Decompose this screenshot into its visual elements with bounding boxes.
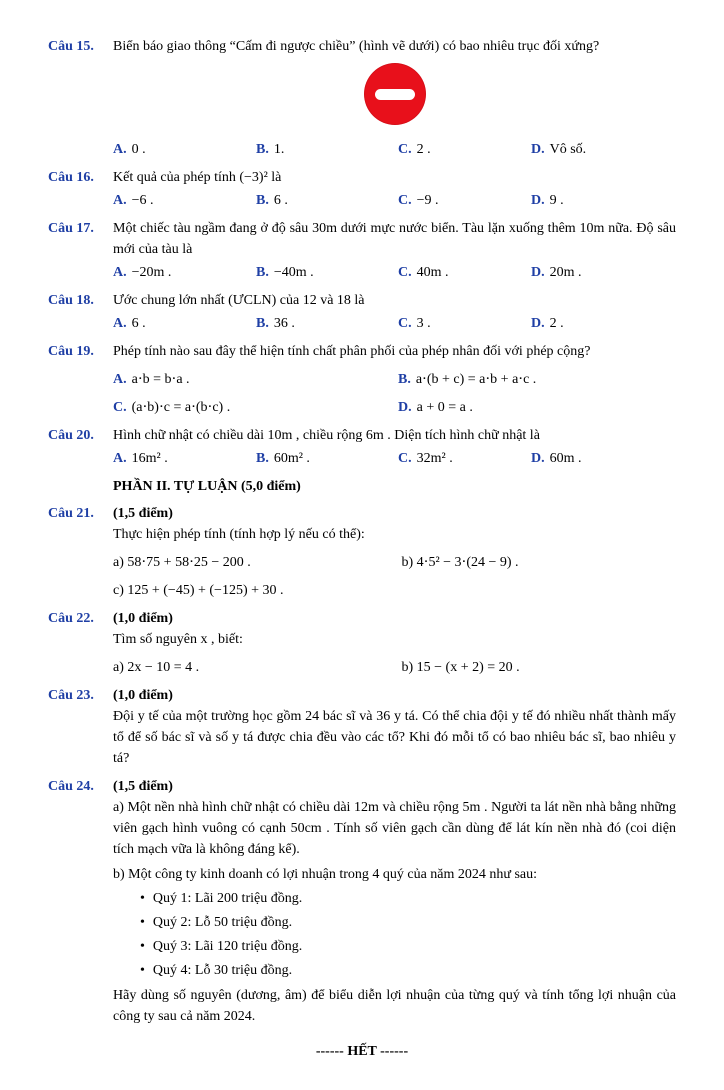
option-c-text: (a⋅b)⋅c = a⋅(b⋅c) . (131, 400, 231, 415)
option-b (256, 313, 398, 334)
question-20 (48, 425, 676, 469)
option-b (256, 190, 398, 211)
option-a (113, 139, 256, 160)
option-a (113, 369, 398, 390)
option-d-letter: D. (531, 142, 545, 157)
question-19-options-row-1 (113, 369, 676, 390)
question-22-heading-row (48, 608, 676, 629)
question-23 (48, 685, 676, 769)
question-16-label: Câu 16. (48, 170, 94, 185)
question-17-text: Một chiếc tàu ngầm đang ở độ sâu 30m dưới mực nước biển. Tàu lặn xuống thêm 10m nữa. Độ sâu mới của tàu là (113, 221, 676, 257)
bullet-icon: • (140, 891, 145, 906)
question-22-label: Câu 22. (48, 611, 94, 626)
option-d-text: 2 . (549, 316, 564, 331)
option-b-text: 6 . (273, 193, 288, 208)
option-a (113, 448, 256, 469)
question-20-text: Hình chữ nhật có chiều dài 10m , chiều rộng 6m . Diện tích hình chữ nhật là (113, 428, 540, 443)
question-15-options (113, 139, 676, 160)
no-entry-bar (375, 89, 415, 100)
question-23-points: (1,0 điểm) (113, 688, 173, 703)
question-21-label: Câu 21. (48, 506, 94, 521)
question-19 (48, 341, 676, 418)
option-b-text: 36 . (273, 316, 295, 331)
question-20-heading-row (48, 425, 676, 446)
option-b-letter: B. (398, 372, 411, 387)
question-15-label: Câu 15. (48, 39, 94, 54)
option-b-letter: B. (256, 142, 269, 157)
option-d-text: Vô số. (549, 142, 587, 157)
question-22-part-a: a) 2x − 10 = 4 . (113, 660, 200, 675)
option-b-letter: B. (256, 316, 269, 331)
option-a-letter: A. (113, 265, 127, 280)
option-b (256, 262, 398, 283)
question-17-options (113, 262, 676, 283)
option-c-text: 3 . (416, 316, 431, 331)
question-22-parts-ab (113, 657, 676, 678)
option-b-text: 1. (273, 142, 285, 157)
question-21-parts-ab (113, 552, 676, 573)
question-18-heading-row (48, 290, 676, 311)
option-b (256, 448, 398, 469)
question-24-label: Câu 24. (48, 779, 94, 794)
option-c (398, 262, 531, 283)
option-a (113, 190, 256, 211)
question-18-options (113, 313, 676, 334)
option-d (531, 139, 676, 160)
question-18-text: Ước chung lớn nhất (ƯCLN) của 12 và 18 là (113, 293, 365, 308)
option-c (398, 448, 531, 469)
option-d-letter: D. (531, 193, 545, 208)
option-b-letter: B. (256, 451, 269, 466)
option-b (398, 369, 676, 390)
option-d (531, 190, 676, 211)
part2-heading: PHẦN II. TỰ LUẬN (5,0 điểm) (113, 479, 301, 494)
option-c-letter: C. (113, 400, 127, 415)
question-21-part-a: a) 58⋅75 + 58⋅25 − 200 . (113, 555, 251, 570)
option-a (113, 313, 256, 334)
question-17-heading-row (48, 218, 676, 260)
question-21-part-c: c) 125 + (−45) + (−125) + 30 . (113, 583, 284, 598)
option-d-letter: D. (531, 316, 545, 331)
bullet-icon: • (140, 915, 145, 930)
option-a-text: a⋅b = b⋅a . (131, 372, 190, 387)
option-d-text: 20m . (549, 265, 582, 280)
question-19-options-row-2 (113, 397, 676, 418)
question-15-text: Biển báo giao thông “Cấm đi ngược chiều” (hình vẽ dưới) có bao nhiêu trục đối xứng? (113, 39, 600, 54)
question-15-heading-row (48, 36, 676, 57)
question-23-label: Câu 23. (48, 688, 94, 703)
option-a-text: 6 . (131, 316, 146, 331)
option-d (531, 448, 676, 469)
option-c-text: 2 . (416, 142, 431, 157)
option-b-letter: B. (256, 265, 269, 280)
list-item (140, 960, 676, 981)
option-d (531, 262, 676, 283)
question-22-part-b: b) 15 − (x + 2) = 20 . (401, 660, 520, 675)
option-d (531, 313, 676, 334)
option-d-text: 9 . (549, 193, 564, 208)
option-c-letter: C. (398, 316, 412, 331)
question-18-label: Câu 18. (48, 293, 94, 308)
bullet-text: Quý 3: Lãi 120 triệu đồng. (152, 939, 303, 954)
option-c-letter: C. (398, 451, 412, 466)
question-18 (48, 290, 676, 334)
bullet-text: Quý 1: Lãi 200 triệu đồng. (152, 891, 303, 906)
list-item (140, 912, 676, 933)
question-19-label: Câu 19. (48, 344, 94, 359)
question-24-part-b-outro: Hãy dùng số nguyên (dương, âm) để biểu diễn lợi nhuận của từng quý và tính tổng lợi nhuận của công ty sau cả năm 2024. (113, 988, 676, 1024)
bullet-text: Quý 4: Lỗ 30 triệu đồng. (152, 963, 293, 978)
bullet-icon: • (140, 963, 145, 978)
question-15 (48, 36, 676, 160)
option-d-text: 60m . (549, 451, 582, 466)
question-17-label: Câu 17. (48, 221, 94, 236)
question-20-label: Câu 20. (48, 428, 94, 443)
option-d-letter: D. (398, 400, 412, 415)
question-19-heading-row (48, 341, 676, 362)
question-21-intro: Thực hiện phép tính (tính hợp lý nếu có thể): (113, 527, 365, 542)
question-22-intro: Tìm số nguyên x , biết: (113, 632, 243, 647)
option-a-letter: A. (113, 193, 127, 208)
option-d (398, 397, 676, 418)
option-b-letter: B. (256, 193, 269, 208)
list-item (140, 936, 676, 957)
option-c-letter: C. (398, 193, 412, 208)
question-22-points: (1,0 điểm) (113, 611, 173, 626)
option-c-text: 40m . (416, 265, 449, 280)
option-a-letter: A. (113, 142, 127, 157)
option-a-letter: A. (113, 372, 127, 387)
option-c (398, 139, 531, 160)
option-d-letter: D. (531, 451, 545, 466)
option-b-text: −40m . (273, 265, 314, 280)
question-23-text: Đội y tế của một trường học gồm 24 bác sĩ và 36 y tá. Có thể chia đội y tế đó nhiều nhất thành mấy tổ để số bác sĩ và số y tá được chia đều vào các tổ? Khi đó mỗi tổ có bao nhiêu bác sĩ, bao nhiêu y tá? (113, 709, 676, 766)
option-a-letter: A. (113, 451, 127, 466)
option-a-text: 0 . (131, 142, 146, 157)
option-c (398, 313, 531, 334)
option-a-text: −6 . (131, 193, 154, 208)
sign-image-wrap (113, 63, 676, 125)
question-21 (48, 503, 676, 601)
question-21-points: (1,5 điểm) (113, 506, 173, 521)
question-16-text: Kết quả của phép tính (−3)² là (113, 170, 282, 185)
option-a-letter: A. (113, 316, 127, 331)
bullet-text: Quý 2: Lỗ 50 triệu đồng. (152, 915, 293, 930)
question-24-part-a: a) Một nền nhà hình chữ nhật có chiều dài 12m và chiều rộng 5m . Người ta lát nền nhà bằng những viên gạch hình vuông có cạnh 50cm . Tính số viên gạch cần dùng để lát kín nền nhà đó (coi diện tích mạch vữa là không đáng kể). (113, 800, 676, 857)
question-15-figure (113, 63, 676, 125)
option-c-text: 32m² . (416, 451, 453, 466)
option-c-letter: C. (398, 265, 412, 280)
option-b-text: a⋅(b + c) = a⋅b + a⋅c . (415, 372, 537, 387)
bullet-icon: • (140, 939, 145, 954)
option-a (113, 262, 256, 283)
question-16-heading-row (48, 167, 676, 188)
option-c-letter: C. (398, 142, 412, 157)
question-21-part-b: b) 4⋅5² − 3⋅(24 − 9) . (401, 555, 519, 570)
option-a-text: 16m² . (131, 451, 168, 466)
question-16-options (113, 190, 676, 211)
question-16 (48, 167, 676, 211)
no-entry-sign-icon (364, 63, 426, 125)
option-a-text: −20m . (131, 265, 172, 280)
option-d-letter: D. (531, 265, 545, 280)
question-21-heading-row (48, 503, 676, 524)
question-24-points: (1,5 điểm) (113, 779, 173, 794)
question-24-heading-row (48, 776, 676, 797)
option-c-text: −9 . (416, 193, 439, 208)
question-17 (48, 218, 676, 283)
option-b-text: 60m² . (273, 451, 310, 466)
question-23-heading-row (48, 685, 676, 706)
question-20-options (113, 448, 676, 469)
option-c (398, 190, 531, 211)
option-d-text: a + 0 = a . (416, 400, 473, 415)
question-22 (48, 608, 676, 678)
question-24-bullet-list (140, 888, 676, 981)
question-24-part-b-intro: b) Một công ty kinh doanh có lợi nhuận trong 4 quý của năm 2024 như sau: (113, 867, 538, 882)
option-b (256, 139, 398, 160)
question-24 (48, 776, 676, 1027)
end-marker: ------ HẾT ------ (315, 1044, 409, 1059)
question-19-text: Phép tính nào sau đây thể hiện tính chất phân phối của phép nhân đối với phép cộng? (113, 344, 591, 359)
list-item (140, 888, 676, 909)
option-c (113, 397, 398, 418)
